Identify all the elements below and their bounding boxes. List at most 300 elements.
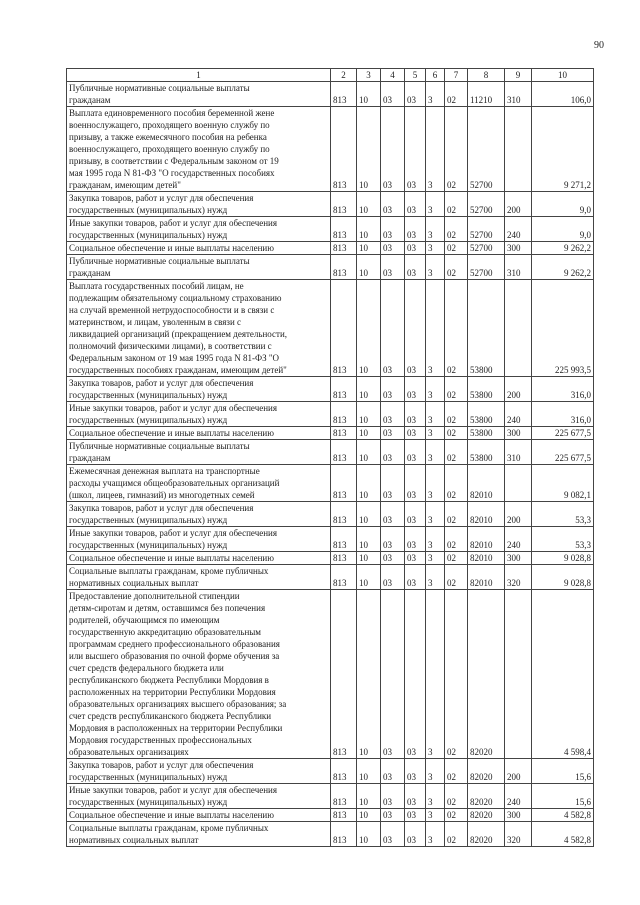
cell-c3: 10 [357, 465, 381, 502]
cell-c8: 82020 [468, 759, 505, 784]
table-row [67, 217, 594, 242]
row-title-line: гражданам [69, 453, 111, 463]
row-title-line: Публичные нормативные социальные выплаты [69, 441, 250, 451]
cell-c7: 02 [445, 759, 468, 784]
cell-c6: 3 [426, 465, 445, 502]
cell-c2: 813 [331, 527, 357, 552]
row-title [67, 242, 331, 255]
cell-c2: 813 [331, 217, 357, 242]
row-title-line: государственную аккредитацию образовательным [69, 627, 262, 637]
table-row [67, 502, 594, 527]
table-row [67, 809, 594, 822]
cell-amount: 316,0 [532, 377, 594, 402]
cell-amount: 4 582,8 [532, 822, 594, 847]
cell-c6: 3 [426, 255, 445, 280]
cell-c2: 813 [331, 192, 357, 217]
row-title-line: нормативных социальных выплат [69, 578, 199, 588]
cell-c8: 82010 [468, 565, 505, 590]
cell-c3: 10 [357, 759, 381, 784]
cell-c4: 03 [381, 822, 405, 847]
row-title [67, 427, 331, 440]
cell-c7: 02 [445, 784, 468, 809]
budget-table [66, 68, 594, 847]
cell-c4: 03 [381, 377, 405, 402]
cell-c9: 320 [505, 822, 532, 847]
row-title-line: Иные закупки товаров, работ и услуг для обеспечения [69, 528, 277, 538]
cell-c8: 53800 [468, 402, 505, 427]
cell-c8: 53800 [468, 440, 505, 465]
table-row [67, 427, 594, 440]
cell-amount: 4 582,8 [532, 809, 594, 822]
header-cell: 6 [426, 69, 445, 82]
row-title-line: полномочий физическими лицами), в соответствии с [69, 341, 272, 351]
row-title-line: Социальное обеспечение и иные выплаты населению [69, 553, 274, 563]
cell-c4: 03 [381, 242, 405, 255]
row-title-line: Социальное обеспечение и иные выплаты населению [69, 810, 274, 820]
row-title-line: Выплата государственных пособий лицам, не [69, 281, 244, 291]
cell-c6: 3 [426, 502, 445, 527]
row-title-line: программам среднего профессионального образования [69, 639, 280, 649]
row-title [67, 192, 331, 217]
cell-c3: 10 [357, 217, 381, 242]
row-title-line: Закупка товаров, работ и услуг для обеспечения [69, 378, 254, 388]
cell-c7: 02 [445, 809, 468, 822]
cell-c2: 813 [331, 107, 357, 192]
cell-amount: 15,6 [532, 784, 594, 809]
cell-c8: 53800 [468, 280, 505, 377]
cell-c7: 02 [445, 465, 468, 502]
cell-c8: 82010 [468, 527, 505, 552]
table-row [67, 565, 594, 590]
row-title-line: образовательных организациях [69, 747, 189, 757]
cell-c5: 03 [405, 402, 426, 427]
cell-c8: 82020 [468, 822, 505, 847]
table-row [67, 440, 594, 465]
cell-c7: 02 [445, 280, 468, 377]
cell-amount: 9 262,2 [532, 242, 594, 255]
row-title-line: гражданам, имеющим детей" [69, 180, 181, 190]
cell-c2: 813 [331, 759, 357, 784]
cell-c7: 02 [445, 402, 468, 427]
cell-c9: 240 [505, 527, 532, 552]
cell-c4: 03 [381, 255, 405, 280]
cell-c2: 813 [331, 255, 357, 280]
cell-c9: 200 [505, 759, 532, 784]
cell-c3: 10 [357, 527, 381, 552]
row-title [67, 822, 331, 847]
cell-c6: 3 [426, 784, 445, 809]
cell-c5: 03 [405, 527, 426, 552]
cell-c3: 10 [357, 280, 381, 377]
cell-c2: 813 [331, 590, 357, 759]
cell-c7: 02 [445, 552, 468, 565]
row-title-line: на случай временной нетрудоспособности и в связи с [69, 305, 275, 315]
row-title [67, 502, 331, 527]
row-title-line: Социальные выплаты гражданам, кроме публичных [69, 823, 269, 833]
cell-c6: 3 [426, 440, 445, 465]
table-row [67, 377, 594, 402]
row-title-line: гражданам [69, 95, 111, 105]
table-row [67, 82, 594, 107]
cell-c7: 02 [445, 590, 468, 759]
cell-c7: 02 [445, 822, 468, 847]
row-title-line: государственных (муниципальных) нужд [69, 772, 228, 782]
cell-amount: 225 677,5 [532, 427, 594, 440]
cell-amount: 53,3 [532, 527, 594, 552]
cell-c6: 3 [426, 590, 445, 759]
cell-c4: 03 [381, 465, 405, 502]
cell-c7: 02 [445, 217, 468, 242]
cell-c2: 813 [331, 552, 357, 565]
cell-c2: 813 [331, 809, 357, 822]
header-cell: 5 [405, 69, 426, 82]
cell-c5: 03 [405, 255, 426, 280]
cell-c8: 52700 [468, 107, 505, 192]
cell-amount: 9,0 [532, 192, 594, 217]
row-title-line: Мордовия в расположенных на территории Республики [69, 723, 283, 733]
row-title-line: республиканского бюджета Республики Мордовия в [69, 675, 269, 685]
cell-c3: 10 [357, 565, 381, 590]
cell-c8: 52700 [468, 255, 505, 280]
row-title-line: или высшего образования по очной форме обучения за [69, 651, 280, 661]
cell-c5: 03 [405, 590, 426, 759]
cell-c9: 300 [505, 552, 532, 565]
cell-c2: 813 [331, 242, 357, 255]
header-cell: 10 [532, 69, 594, 82]
cell-c5: 03 [405, 502, 426, 527]
cell-c3: 10 [357, 107, 381, 192]
row-title-line: государственных (муниципальных) нужд [69, 515, 228, 525]
row-title-line: (школ, лицеев, гимназий) из многодетных семей [69, 490, 255, 500]
cell-c2: 813 [331, 784, 357, 809]
cell-c6: 3 [426, 527, 445, 552]
row-title-line: Закупка товаров, работ и услуг для обеспечения [69, 760, 254, 770]
cell-c6: 3 [426, 809, 445, 822]
cell-amount: 9 262,2 [532, 255, 594, 280]
header-cell: 8 [468, 69, 505, 82]
row-title-line: Закупка товаров, работ и услуг для обеспечения [69, 193, 254, 203]
cell-c7: 02 [445, 377, 468, 402]
table-row [67, 192, 594, 217]
cell-c3: 10 [357, 784, 381, 809]
cell-c5: 03 [405, 465, 426, 502]
row-title [67, 280, 331, 377]
cell-c7: 02 [445, 192, 468, 217]
cell-c2: 813 [331, 502, 357, 527]
cell-c2: 813 [331, 402, 357, 427]
row-title-line: государственных (муниципальных) нужд [69, 797, 228, 807]
cell-c3: 10 [357, 377, 381, 402]
row-title-line: расположенных на территории Республики Мордовия [69, 687, 276, 697]
cell-c6: 3 [426, 759, 445, 784]
cell-c3: 10 [357, 822, 381, 847]
cell-c4: 03 [381, 502, 405, 527]
cell-c6: 3 [426, 552, 445, 565]
cell-c6: 3 [426, 242, 445, 255]
row-title-line: государственных (муниципальных) нужд [69, 230, 228, 240]
cell-c8: 53800 [468, 377, 505, 402]
row-title [67, 82, 331, 107]
cell-c9: 320 [505, 565, 532, 590]
row-title-line: мая 1995 года N 81-ФЗ "О государственных пособиях [69, 168, 275, 178]
cell-c7: 02 [445, 527, 468, 552]
cell-c6: 3 [426, 565, 445, 590]
row-title-line: военнослужащего, проходящего военную службу по [69, 120, 270, 130]
cell-c5: 03 [405, 784, 426, 809]
cell-c8: 82020 [468, 590, 505, 759]
cell-amount: 15,6 [532, 759, 594, 784]
cell-c7: 02 [445, 82, 468, 107]
cell-c4: 03 [381, 565, 405, 590]
cell-c8: 82010 [468, 552, 505, 565]
table-row [67, 280, 594, 377]
cell-c5: 03 [405, 192, 426, 217]
cell-amount: 9 082,1 [532, 465, 594, 502]
row-title-line: призыву, в соответствии с Федеральным законом от 19 [69, 156, 279, 166]
cell-c7: 02 [445, 502, 468, 527]
cell-c5: 03 [405, 759, 426, 784]
page-number: 90 [594, 40, 604, 51]
cell-c4: 03 [381, 427, 405, 440]
row-title-line: Иные закупки товаров, работ и услуг для обеспечения [69, 403, 277, 413]
cell-c6: 3 [426, 822, 445, 847]
row-title-line: гражданам [69, 268, 111, 278]
row-title-line: материнством, и лицам, уволенным в связи с [69, 317, 242, 327]
table-row [67, 465, 594, 502]
cell-c2: 813 [331, 822, 357, 847]
cell-c3: 10 [357, 552, 381, 565]
cell-c3: 10 [357, 242, 381, 255]
cell-c2: 813 [331, 440, 357, 465]
table-body [67, 82, 594, 847]
cell-c2: 813 [331, 565, 357, 590]
cell-c5: 03 [405, 427, 426, 440]
row-title-line: Социальное обеспечение и иные выплаты населению [69, 243, 274, 253]
row-title [67, 440, 331, 465]
cell-c5: 03 [405, 82, 426, 107]
table-row [67, 402, 594, 427]
row-title [67, 402, 331, 427]
cell-c9 [505, 465, 532, 502]
row-title-line: детям-сиротам и детям, оставшимся без попечения [69, 603, 266, 613]
cell-c5: 03 [405, 809, 426, 822]
cell-c9: 240 [505, 784, 532, 809]
cell-c5: 03 [405, 377, 426, 402]
row-title-line: подлежащим обязательному социальному страхованию [69, 293, 282, 303]
row-title [67, 590, 331, 759]
row-title-line: Закупка товаров, работ и услуг для обеспечения [69, 503, 254, 513]
cell-c7: 02 [445, 107, 468, 192]
row-title-line: государственных (муниципальных) нужд [69, 540, 228, 550]
row-title-line: нормативных социальных выплат [69, 835, 199, 845]
cell-c3: 10 [357, 502, 381, 527]
cell-c3: 10 [357, 440, 381, 465]
row-title-line: родителей, обучающимся по имеющим [69, 615, 220, 625]
cell-c6: 3 [426, 107, 445, 192]
cell-c8: 52700 [468, 217, 505, 242]
cell-c2: 813 [331, 377, 357, 402]
row-title [67, 377, 331, 402]
table-row [67, 242, 594, 255]
cell-c6: 3 [426, 192, 445, 217]
cell-amount: 53,3 [532, 502, 594, 527]
header-cell: 1 [67, 69, 331, 82]
row-title-line: Федеральным законом от 19 мая 1995 года N 81-ФЗ "О [69, 353, 279, 363]
row-title-line: Публичные нормативные социальные выплаты [69, 256, 250, 266]
row-title [67, 217, 331, 242]
cell-c9 [505, 590, 532, 759]
row-title-line: государственных (муниципальных) нужд [69, 205, 228, 215]
cell-c8: 82020 [468, 784, 505, 809]
row-title [67, 255, 331, 280]
cell-c3: 10 [357, 809, 381, 822]
cell-c5: 03 [405, 217, 426, 242]
cell-amount: 9 271,2 [532, 107, 594, 192]
cell-c4: 03 [381, 82, 405, 107]
cell-c3: 10 [357, 427, 381, 440]
cell-c4: 03 [381, 217, 405, 242]
row-title [67, 784, 331, 809]
cell-c3: 10 [357, 192, 381, 217]
row-title-line: Социальное обеспечение и иные выплаты населению [69, 428, 274, 438]
cell-c6: 3 [426, 280, 445, 377]
cell-amount: 4 598,4 [532, 590, 594, 759]
cell-c6: 3 [426, 217, 445, 242]
cell-c9: 310 [505, 440, 532, 465]
header-row [67, 69, 594, 82]
cell-c4: 03 [381, 440, 405, 465]
cell-c9: 240 [505, 217, 532, 242]
cell-c4: 03 [381, 784, 405, 809]
cell-c2: 813 [331, 465, 357, 502]
table-row [67, 822, 594, 847]
row-title-line: призыву, а также ежемесячного пособия на ребенка [69, 132, 267, 142]
cell-c6: 3 [426, 82, 445, 107]
cell-c3: 10 [357, 590, 381, 759]
cell-amount: 9 028,8 [532, 565, 594, 590]
cell-c9: 200 [505, 377, 532, 402]
cell-c5: 03 [405, 107, 426, 192]
row-title [67, 759, 331, 784]
cell-c5: 03 [405, 822, 426, 847]
cell-amount: 106,0 [532, 82, 594, 107]
cell-c9: 200 [505, 192, 532, 217]
cell-c8: 53800 [468, 427, 505, 440]
cell-c8: 82010 [468, 465, 505, 502]
row-title [67, 107, 331, 192]
row-title-line: государственных (муниципальных) нужд [69, 415, 228, 425]
cell-c9: 310 [505, 82, 532, 107]
row-title [67, 527, 331, 552]
cell-c7: 02 [445, 255, 468, 280]
row-title-line: Иные закупки товаров, работ и услуг для обеспечения [69, 218, 277, 228]
cell-c5: 03 [405, 280, 426, 377]
cell-c4: 03 [381, 107, 405, 192]
row-title-line: счет средств федерального бюджета или [69, 663, 224, 673]
table-row [67, 527, 594, 552]
header-cell: 2 [331, 69, 357, 82]
row-title-line: Иные закупки товаров, работ и услуг для обеспечения [69, 785, 277, 795]
cell-c2: 813 [331, 427, 357, 440]
row-title-line: образовательных организациях высшего образования; за [69, 699, 287, 709]
cell-amount: 225 677,5 [532, 440, 594, 465]
row-title-line: Ежемесячная денежная выплата на транспортные [69, 466, 260, 476]
cell-amount: 225 993,5 [532, 280, 594, 377]
row-title-line: Публичные нормативные социальные выплаты [69, 83, 250, 93]
row-title-line: государственных пособиях гражданам, имеющим детей" [69, 365, 287, 375]
cell-c8: 11210 [468, 82, 505, 107]
cell-c8: 52700 [468, 242, 505, 255]
cell-c8: 52700 [468, 192, 505, 217]
row-title-line: Социальные выплаты гражданам, кроме публичных [69, 566, 269, 576]
cell-c3: 10 [357, 82, 381, 107]
row-title [67, 809, 331, 822]
row-title-line: расходы учащимся общеобразовательных организаций [69, 478, 280, 488]
table-row [67, 784, 594, 809]
header-cell: 3 [357, 69, 381, 82]
cell-c6: 3 [426, 427, 445, 440]
cell-c6: 3 [426, 377, 445, 402]
row-title-line: военнослужащего, проходящего военную службу по [69, 144, 270, 154]
cell-c9: 300 [505, 427, 532, 440]
cell-amount: 316,0 [532, 402, 594, 427]
row-title-line: Выплата единовременного пособия беременной жене [69, 108, 275, 118]
table-row [67, 552, 594, 565]
cell-c9 [505, 107, 532, 192]
cell-c4: 03 [381, 192, 405, 217]
cell-c9: 300 [505, 242, 532, 255]
row-title-line: счет средств республиканского бюджета Республики [69, 711, 272, 721]
cell-c9: 310 [505, 255, 532, 280]
cell-c8: 82020 [468, 809, 505, 822]
cell-c3: 10 [357, 402, 381, 427]
cell-c9 [505, 280, 532, 377]
cell-c7: 02 [445, 565, 468, 590]
row-title [67, 465, 331, 502]
cell-c5: 03 [405, 242, 426, 255]
cell-c9: 200 [505, 502, 532, 527]
cell-c7: 02 [445, 242, 468, 255]
cell-c9: 300 [505, 809, 532, 822]
cell-amount: 9,0 [532, 217, 594, 242]
cell-c5: 03 [405, 565, 426, 590]
table-row [67, 590, 594, 759]
cell-c4: 03 [381, 527, 405, 552]
cell-c4: 03 [381, 590, 405, 759]
row-title-line: ликвидацией организаций (прекращением деятельности, [69, 329, 288, 339]
header-cell: 7 [445, 69, 468, 82]
row-title [67, 565, 331, 590]
cell-c8: 82010 [468, 502, 505, 527]
table-row [67, 107, 594, 192]
row-title [67, 552, 331, 565]
header-cell: 9 [505, 69, 532, 82]
row-title-line: Предоставление дополнительной стипендии [69, 591, 240, 601]
cell-c2: 813 [331, 280, 357, 377]
cell-c5: 03 [405, 440, 426, 465]
table-row [67, 255, 594, 280]
cell-c4: 03 [381, 402, 405, 427]
cell-c2: 813 [331, 82, 357, 107]
cell-c4: 03 [381, 280, 405, 377]
cell-c4: 03 [381, 552, 405, 565]
cell-c4: 03 [381, 759, 405, 784]
cell-c4: 03 [381, 809, 405, 822]
row-title-line: Мордовия государственных профессиональных [69, 735, 252, 745]
header-cell: 4 [381, 69, 405, 82]
cell-amount: 9 028,8 [532, 552, 594, 565]
cell-c6: 3 [426, 402, 445, 427]
